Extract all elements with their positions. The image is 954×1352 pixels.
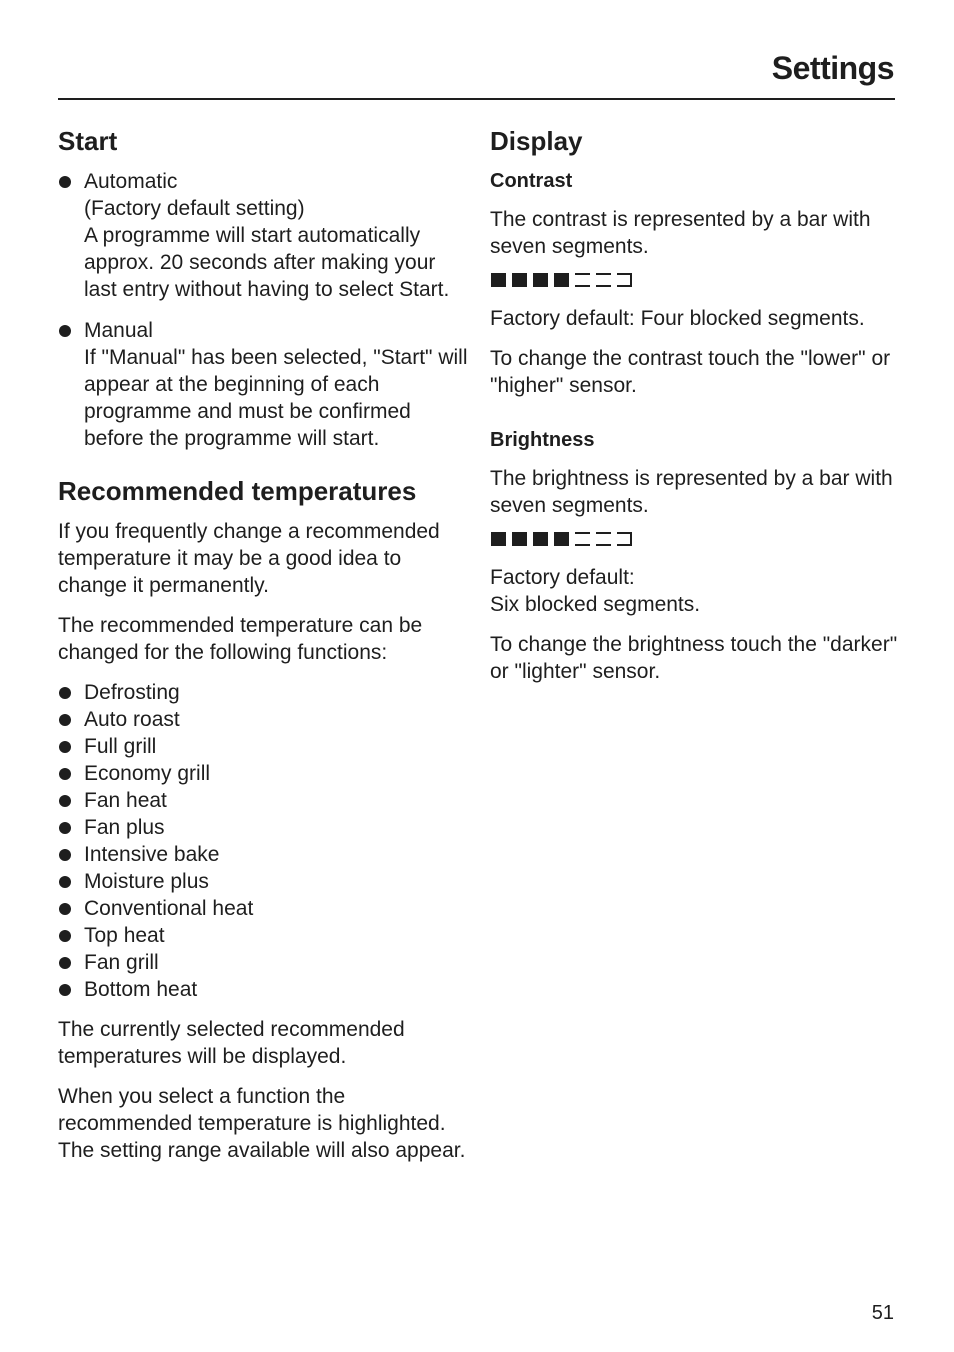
page-title: Settings — [771, 50, 894, 86]
contrast-segment-bar — [491, 273, 900, 287]
display-section — [490, 124, 900, 685]
list-item: Fan plus — [58, 814, 468, 841]
start-heading: Start — [58, 126, 118, 156]
list-item: Full grill — [58, 733, 468, 760]
list-item: Auto roast — [58, 706, 468, 733]
header-rule — [58, 98, 895, 100]
segment-filled — [512, 273, 527, 287]
contrast-factory-default: Factory default: Four blocked segments. — [490, 307, 865, 330]
contrast-change-instructions: To change the contrast touch the "lower" or "higher" sensor. — [490, 347, 891, 397]
recommended-temperatures-section — [58, 474, 468, 1164]
list-item: Top heat — [58, 922, 468, 949]
segment-empty — [617, 532, 632, 546]
brightness-factory-default: Factory default: Six blocked segments. — [490, 566, 701, 616]
brightness-description: The brightness is represented by a bar with seven segments. — [490, 467, 893, 517]
recommended-intro-2: The recommended temperature can be changed for the following functions: — [58, 614, 423, 664]
left-column — [58, 124, 468, 1177]
start-option-manual: Manual If "Manual" has been selected, "Start" will appear at the beginning of each programme and must be confirmed before the programme will start. — [58, 317, 468, 452]
brightness-change-instructions: To change the brightness touch the "darker" or "lighter" sensor. — [490, 633, 898, 683]
list-item: Moisture plus — [58, 868, 468, 895]
segment-filled — [491, 273, 506, 287]
segment-filled — [491, 532, 506, 546]
segment-filled — [533, 273, 548, 287]
list-item: Conventional heat — [58, 895, 468, 922]
list-item: Economy grill — [58, 760, 468, 787]
display-heading: Display — [490, 126, 583, 156]
brightness-heading: Brightness — [490, 429, 595, 451]
segment-empty — [575, 532, 590, 546]
recommended-temperatures-heading: Recommended temperatures — [58, 476, 417, 506]
list-item: Bottom heat — [58, 976, 468, 1003]
segment-filled — [554, 532, 569, 546]
list-item: Intensive bake — [58, 841, 468, 868]
right-column — [490, 124, 900, 698]
function-list — [58, 679, 468, 1003]
segment-empty — [596, 532, 611, 546]
segment-filled — [512, 532, 527, 546]
contrast-heading: Contrast — [490, 170, 573, 192]
page-number: 51 — [871, 1302, 894, 1324]
segment-empty — [617, 273, 632, 287]
recommended-intro-1: If you frequently change a recommended temperature it may be a good idea to change it permanently. — [58, 520, 440, 597]
segment-filled — [533, 532, 548, 546]
brightness-segment-bar — [491, 532, 900, 546]
list-item: Fan heat — [58, 787, 468, 814]
segment-empty — [575, 273, 590, 287]
list-item: Defrosting — [58, 679, 468, 706]
start-options-list — [58, 168, 468, 452]
list-item: Fan grill — [58, 949, 468, 976]
start-option-automatic: Automatic (Factory default setting) A programme will start automatically approx. 20 seconds after making your last entry without having to select Start. — [58, 168, 468, 303]
segment-filled — [554, 273, 569, 287]
contrast-description: The contrast is represented by a bar with seven segments. — [490, 208, 871, 258]
recommended-outro-2: When you select a function the recommended temperature is highlighted. The setting range available will also appear. — [58, 1085, 466, 1162]
start-section — [58, 124, 468, 452]
recommended-outro-1: The currently selected recommended temperatures will be displayed. — [58, 1018, 405, 1068]
segment-empty — [596, 273, 611, 287]
